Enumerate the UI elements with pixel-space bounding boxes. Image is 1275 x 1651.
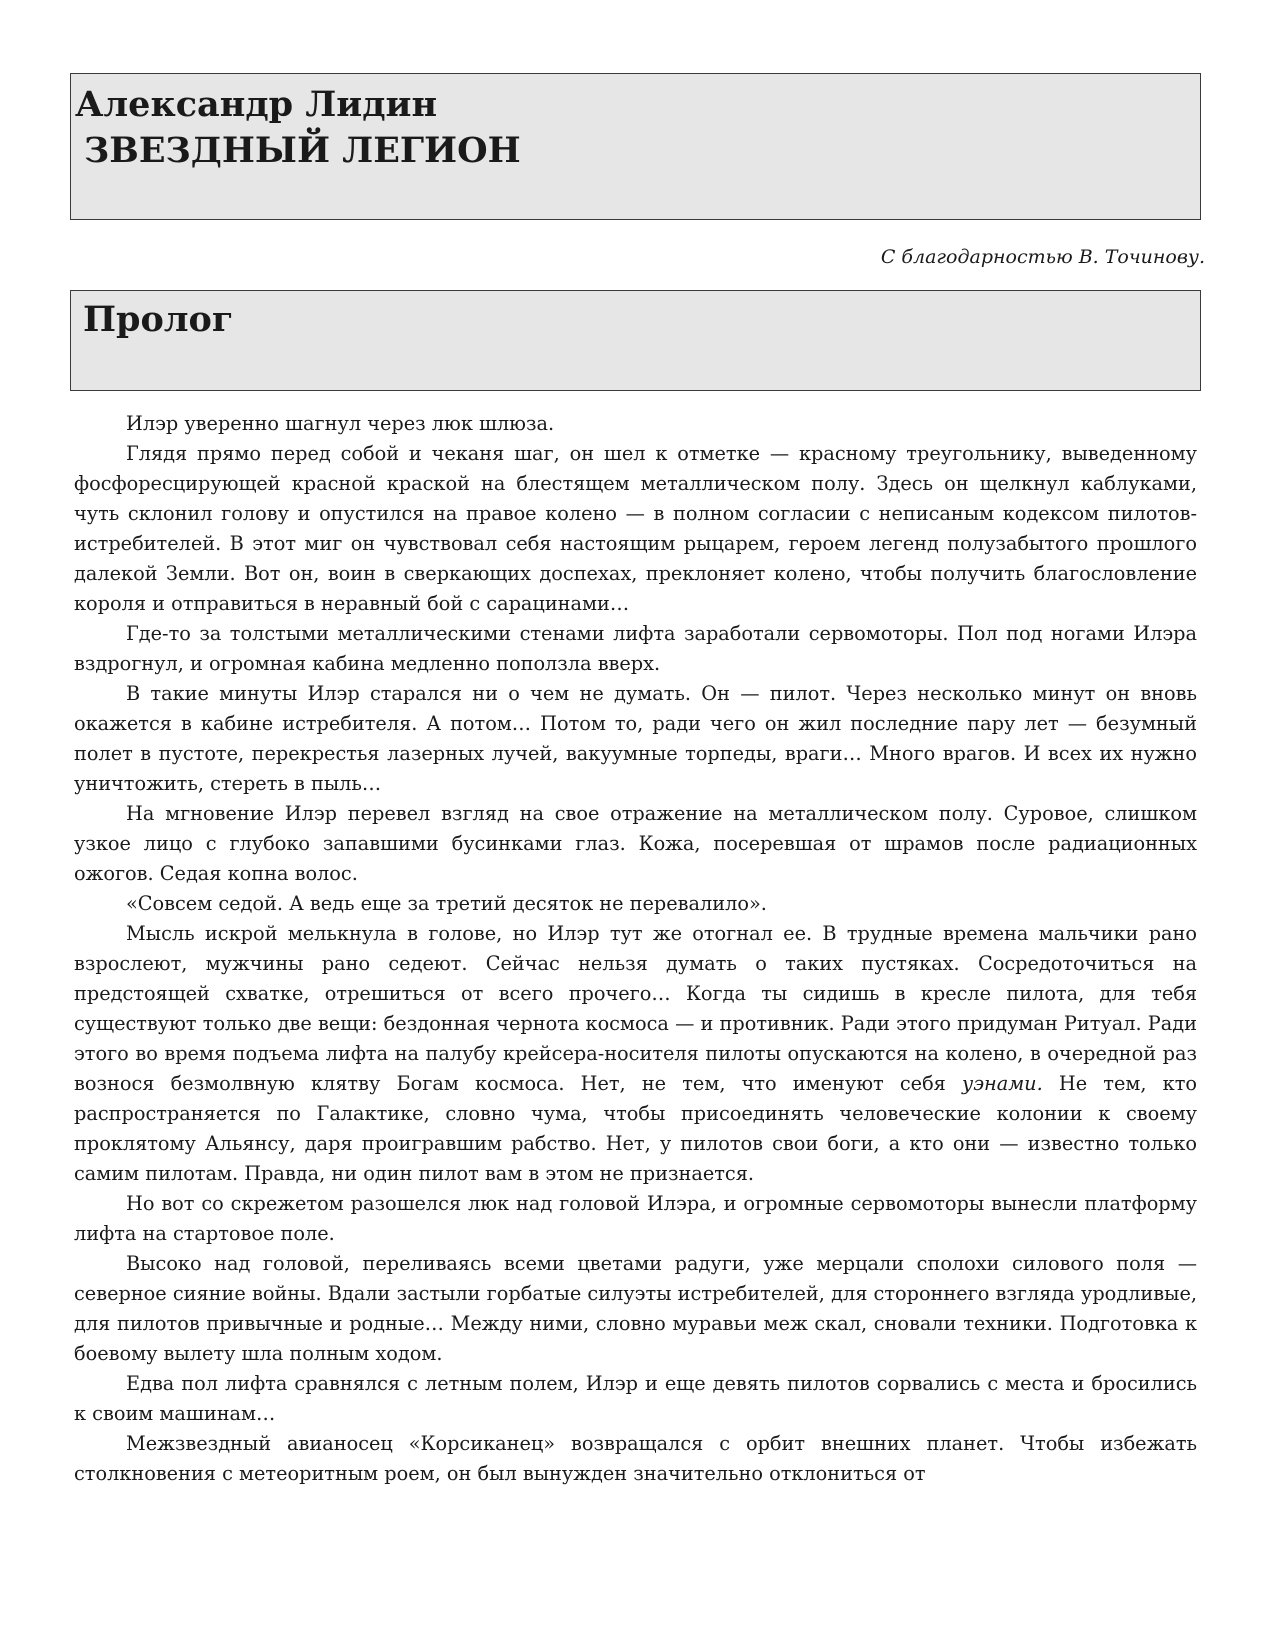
- paragraph: В такие минуты Илэр старался ни о чем не думать. Он — пилот. Через несколько минут он вновь окажется в кабине истребителя. А потом… Потом то, ради чего он жил последние пару лет — безумный полет в пустоте, перекрестья лазерных лучей, вакуумные торпеды, враги… Много врагов. И всех их нужно уничтожить, стереть в пыль…: [74, 682, 1197, 795]
- paragraph-text: Не тем, кто распространяется по Галактике, словно чума, чтобы присоединять человеческие колонии к своему проклятому Альянсу, даря проигравшим рабство. Нет, у пилотов свои боги, а кто они — известно только самим пилотам. Правда, ни один пилот вам в этом не признается.: [74, 1072, 1197, 1185]
- title-block: [70, 73, 1201, 220]
- chapter-heading-block: [70, 290, 1201, 391]
- dedication: С благодарностью В. Точинову.: [880, 246, 1205, 268]
- paragraph: Где-то за толстыми металлическими стенами лифта заработали сервомоторы. Пол под ногами Илэра вздрогнул, и огромная кабина медленно поползла вверх.: [74, 622, 1197, 675]
- paragraph: Глядя прямо перед собой и чеканя шаг, он шел к отметке — красному треугольнику, выведенному фосфоресцирующей красной краской на блестящем металлическом полу. Здесь он щелкнул каблуками, чуть склонил голову и опустился на правое колено — в полном согласии с неписаным кодексом пилотов-истребителей. В этот миг он чувствовал себя настоящим рыцарем, героем легенд полузабытого прошлого далекой Земли. Вот он, воин в сверкающих доспехах, преклоняет колено, чтобы получить благословление короля и отправиться в неравный бой с сарацинами…: [74, 442, 1197, 615]
- paragraph: Высоко над головой, переливаясь всеми цветами радуги, уже мерцали сполохи силового поля — северное сияние войны. Вдали застыли горбатые силуэты истребителей, для стороннего взгляда уродливые, для пилотов привычные и родные… Между ними, словно муравьи меж скал, сновали техники. Подготовка к боевому вылету шла полным ходом.: [74, 1252, 1197, 1365]
- paragraph: На мгновение Илэр перевел взгляд на свое отражение на металлическом полу. Суровое, слишком узкое лицо с глубоко запавшими бусинками глаз. Кожа, посеревшая от шрамов после радиационных ожогов. Седая копна волос.: [74, 802, 1197, 885]
- body-text: [74, 409, 1197, 1489]
- paragraph: [74, 919, 1197, 1189]
- book-title: ЗВЕЗДНЫЙ ЛЕГИОН: [84, 130, 521, 171]
- paragraph: «Совсем седой. А ведь еще за третий десяток не перевалило».: [126, 892, 767, 915]
- author-name: Александр Лидин: [75, 84, 438, 125]
- paragraph: Едва пол лифта сравнялся с летным полем, Илэр и еще девять пилотов сорвались с места и бросились к своим машинам…: [74, 1372, 1197, 1425]
- paragraph: Илэр уверенно шагнул через люк шлюза.: [126, 412, 555, 435]
- paragraph: Но вот со скрежетом разошелся люк над головой Илэра, и огромные сервомоторы вынесли платформу лифта на стартовое поле.: [74, 1192, 1197, 1245]
- paragraph: Межзвездный авианосец «Корсиканец» возвращался с орбит внешних планет. Чтобы избежать столкновения с метеоритным роем, он был вынужден значительно отклониться от: [74, 1432, 1197, 1485]
- paragraph-text: Мысль искрой мелькнула в голове, но Илэр тут же отогнал ее. В трудные времена мальчики рано взрослеют, мужчины рано седеют. Сейчас нельзя думать о таких пустяках. Сосредоточиться на предстоящей схватке, отрешиться от всего прочего… Когда ты сидишь в кресле пилота, для тебя существуют только две вещи: бездонная чернота космоса — и противник. Ради этого придуман Ритуал. Ради этого во время подъема лифта на палубу крейсера-носителя пилоты опускаются на колено, в очередной раз вознося безмолвную клятву Богам космоса. Нет, не тем, что именуют себя: [74, 922, 1197, 1095]
- chapter-title: Пролог: [83, 299, 234, 340]
- emphasis-text: уэнами.: [962, 1072, 1043, 1095]
